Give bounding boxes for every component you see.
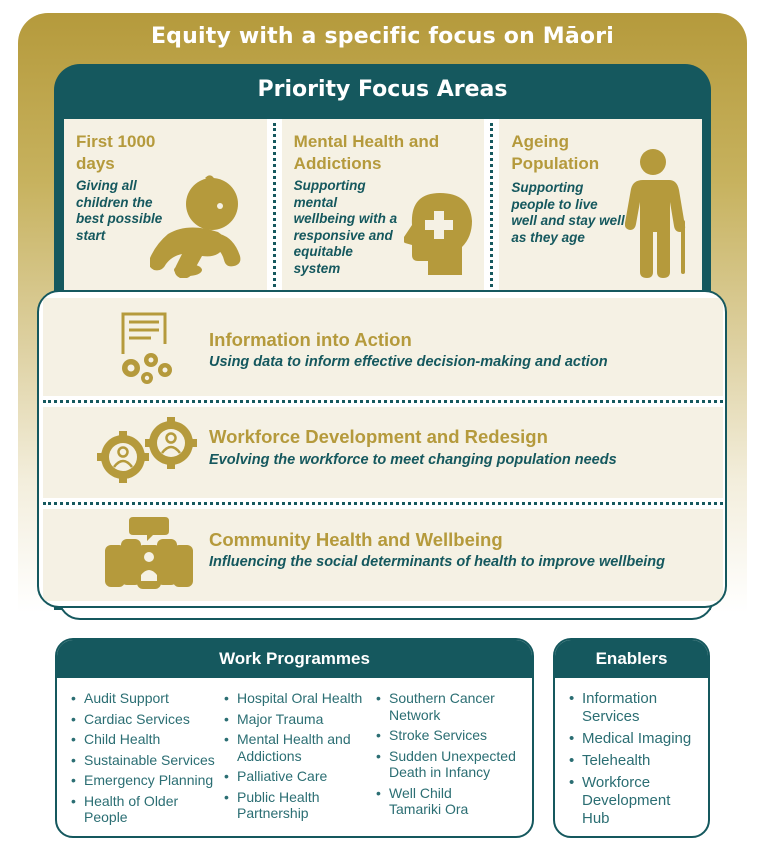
head-medical-cross-icon <box>404 191 474 277</box>
focus-area-description: Supporting people to live well and stay well as they age <box>511 180 625 245</box>
priority-title: Priority Focus Areas <box>257 77 508 102</box>
elderly-person-icon <box>625 148 691 278</box>
band-description: Influencing the social determinants of health to improve wellbeing <box>209 554 666 570</box>
band-description: Evolving the workforce to meet changing population needs <box>209 452 617 468</box>
list-item: • Child Health <box>71 731 219 748</box>
band-information-into-action <box>43 298 723 396</box>
focus-area-description: Giving all children the best possible start <box>76 178 163 243</box>
enablers-title: Enablers <box>555 640 708 678</box>
work-programmes-title: Work Programmes <box>57 640 532 678</box>
list-item: • Sudden Unexpected Death in Infancy <box>376 748 516 781</box>
list-item: • Palliative Care <box>224 768 374 785</box>
work-programmes-column-2 <box>224 690 374 826</box>
focus-area-description: Supporting mental wellbeing with a responsive and equitable system <box>293 178 398 276</box>
list-item: • Public Health Partnership <box>224 789 329 822</box>
focus-area-title: Ageing Population <box>511 132 600 173</box>
list-item: • Information Services <box>569 690 669 726</box>
band-title: Community Health and Wellbeing <box>209 529 503 550</box>
list-item: • Workforce Development Hub <box>569 774 679 828</box>
focus-area-title: First 1000 days <box>76 132 156 173</box>
focus-area-title: Mental Health and Addictions <box>293 132 440 173</box>
list-item: • Cardiac Services <box>71 711 219 728</box>
list-item: • Mental Health and Addictions <box>224 731 354 764</box>
list-item: • Sustainable Services <box>71 752 219 769</box>
work-programmes-column-3 <box>376 690 526 822</box>
people-gears-icon <box>93 417 201 485</box>
focus-area-mental-health <box>282 119 485 291</box>
list-item: • Health of Older People <box>71 793 191 826</box>
document-gears-icon <box>117 310 177 386</box>
list-item: • Medical Imaging <box>569 730 699 748</box>
strategic-bands-frame <box>37 290 727 608</box>
band-workforce-development <box>43 407 723 498</box>
list-item: • Major Trauma <box>224 711 374 728</box>
band-description: Using data to inform effective decision-making and action <box>209 354 608 370</box>
list-item: • Well Child Tamariki Ora <box>376 785 486 818</box>
enablers-list <box>569 690 699 832</box>
community-group-icon <box>103 515 195 589</box>
band-title: Workforce Development and Redesign <box>209 426 548 447</box>
list-item: • Audit Support <box>71 690 219 707</box>
work-programmes-column-1 <box>71 690 219 830</box>
list-item: • Stroke Services <box>376 727 526 744</box>
focus-separator <box>490 123 493 287</box>
list-item: • Emergency Planning <box>71 772 219 789</box>
equity-title: Equity with a specific focus on Māori <box>150 24 615 49</box>
band-community-health <box>43 509 723 601</box>
work-programmes-panel <box>55 638 534 838</box>
band-separator <box>43 400 723 403</box>
focus-area-ageing-population <box>499 119 702 291</box>
enablers-panel <box>553 638 710 838</box>
list-item: • Hospital Oral Health <box>224 690 374 707</box>
band-separator <box>43 502 723 505</box>
baby-icon <box>150 174 250 278</box>
focus-areas-row <box>64 119 702 291</box>
list-item: • Southern Cancer Network <box>376 690 501 723</box>
list-item: • Telehealth <box>569 752 699 770</box>
focus-area-first-1000-days <box>64 119 267 291</box>
focus-separator <box>273 123 276 287</box>
band-title: Information into Action <box>209 329 412 350</box>
